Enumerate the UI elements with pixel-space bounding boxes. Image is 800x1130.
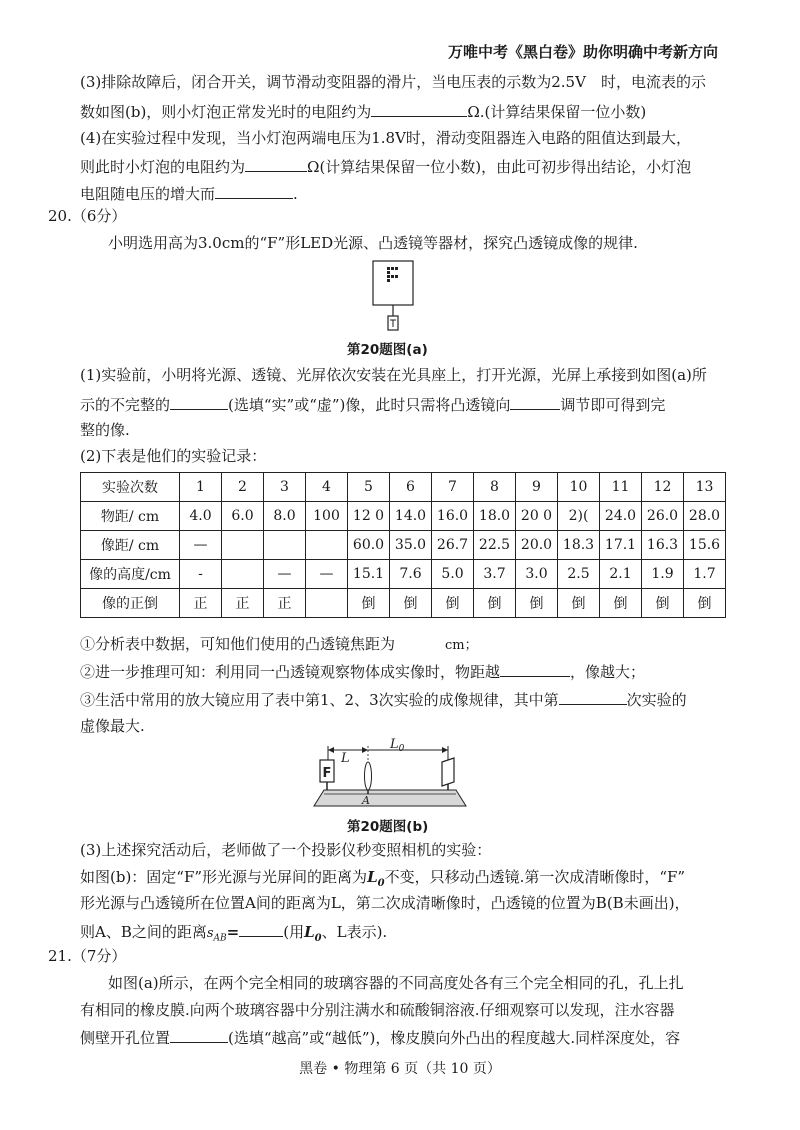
table-cell: [222, 531, 264, 560]
table-cell: 5: [348, 473, 390, 502]
table-cell: 倒: [684, 589, 726, 618]
q19-part4-line3: 电阻随电压的增大而 .: [80, 182, 298, 204]
table-cell: 11: [600, 473, 642, 502]
q19-part4-line2: 则此时小灯泡的电阻约为 Ω(计算结果保留一位小数)，由此可初步得出结论，小灯泡: [80, 155, 691, 177]
q20-part3-line3: 形光源与凸透镜所在位置A间的距离为L，第二次成清晰像时，凸透镜的位置为B(B未画出)，: [80, 894, 690, 912]
table-cell: 2)(: [558, 502, 600, 531]
answer-blank[interactable]: [371, 100, 467, 117]
table-cell: -: [180, 560, 222, 589]
table-cell: 5.0: [432, 560, 474, 589]
table-cell: 10: [558, 473, 600, 502]
table-cell: 7.6: [390, 560, 432, 589]
q20-sub2: ②进一步推理可知：利用同一凸透镜观察物体成实像时，物距越 ，像越大；: [80, 660, 645, 682]
table-row: [81, 531, 726, 560]
q20-part3-line1: (3)上述探究活动后，老师做了一个投影仪秒变照相机的实验：: [80, 841, 492, 859]
table-cell: 正: [264, 589, 306, 618]
table-cell: 倒: [558, 589, 600, 618]
table-cell: 28.0: [684, 502, 726, 531]
q20-part3-line2: 如图(b)：固定“F”形光源与光屏间的距离为$L_0$不变，只移动凸透镜.第一次成清晰像时，“F”: [80, 868, 686, 889]
table-cell: 4: [306, 473, 348, 502]
q20-intro: 小明选用高为3.0cm的“F”形LED光源、凸透镜等器材，探究凸透镜成像的规律.: [108, 234, 638, 252]
table-cell: 1.9: [642, 560, 684, 589]
q19-part3-line2: 数如图(b)，则小灯泡正常发光时的电阻约为 Ω.(计算结果保留一位小数): [80, 100, 646, 122]
experiment-record-table: [80, 472, 726, 618]
row-header-cell: 像的正倒: [81, 589, 180, 618]
table-cell: 12 0: [348, 502, 390, 531]
row-header-cell: 像的高度/cm: [81, 560, 180, 589]
table-cell: 20 0: [516, 502, 558, 531]
optical-bench-figure: [310, 734, 470, 812]
table-cell: [222, 560, 264, 589]
table-cell: 倒: [516, 589, 558, 618]
table-cell: 8: [474, 473, 516, 502]
q20-part1-line1: (1)实验前，小明将光源、透镜、光屏依次安装在光具座上，打开光源，光屏上承接到如图(a)所: [80, 366, 707, 384]
table-row: [81, 589, 726, 618]
table-row: [81, 560, 726, 589]
q21-line3: 侧壁开孔位置 (选填“越高”或“越低”)，橡皮膜向外凸出的程度越大.同样深度处，容: [80, 1026, 680, 1048]
table-cell: 2.1: [600, 560, 642, 589]
page-header: 万唯中考《黑白卷》助你明确中考新方向: [447, 43, 718, 61]
table-cell: 1.7: [684, 560, 726, 589]
row-header-cell: 物距/ cm: [81, 502, 180, 531]
q19-part4-line1: (4)在实验过程中发现，当小灯泡两端电压为1.8V时，滑动变阻器连入电路的阻值达到最大，: [80, 129, 691, 147]
table-cell: 4.0: [180, 502, 222, 531]
table-cell: —: [306, 560, 348, 589]
q20-part1-line3: 整的像.: [80, 421, 130, 439]
table-cell: —: [264, 560, 306, 589]
table-cell: 8.0: [264, 502, 306, 531]
table-cell: 18.3: [558, 531, 600, 560]
table-cell: 15.6: [684, 531, 726, 560]
table-cell: 26.0: [642, 502, 684, 531]
table-cell: 3: [264, 473, 306, 502]
row-header-cell: 像距/ cm: [81, 531, 180, 560]
q21-line2: 有相同的橡皮膜.向两个玻璃容器中分别注满水和硫酸铜溶液.仔细观察可以发现，注水容器: [80, 1001, 675, 1019]
table-cell: 3.0: [516, 560, 558, 589]
table-cell: 倒: [390, 589, 432, 618]
answer-blank[interactable]: [395, 633, 445, 649]
position-A-label: A: [362, 794, 370, 807]
q21-line1: 如图(a)所示，在两个完全相同的玻璃容器的不同高度处各有三个完全相同的孔，孔上扎: [108, 974, 684, 992]
page-footer: 黑卷 • 物理第 6 页（共 10 页）: [299, 1061, 501, 1077]
table-cell: 24.0: [600, 502, 642, 531]
table-cell: 倒: [474, 589, 516, 618]
led-light-source-figure: [368, 258, 418, 336]
answer-blank[interactable]: [239, 920, 283, 937]
table-row: [81, 502, 726, 531]
answer-blank[interactable]: [559, 688, 627, 705]
distance-L0-label: $L_0$: [390, 737, 405, 754]
q20-part2-intro: (2)下表是他们的实验记录：: [80, 447, 267, 465]
table-cell: 2: [222, 473, 264, 502]
q19-part3-line1: (3)排除故障后，闭合开关，调节滑动变阻器的滑片，当电压表的示数为2.5V 时，电流表的示: [80, 73, 706, 91]
table-cell: 18.0: [474, 502, 516, 531]
table-cell: 正: [222, 589, 264, 618]
q20-sub3-line2: 虚像最大.: [80, 717, 145, 735]
figure-caption-a: 第20题图(a): [347, 342, 428, 358]
table-cell: 1: [180, 473, 222, 502]
table-cell: [306, 531, 348, 560]
table-cell: 12: [642, 473, 684, 502]
table-cell: 9: [516, 473, 558, 502]
answer-blank[interactable]: [245, 155, 307, 172]
table-cell: 15.1: [348, 560, 390, 589]
q20-sub1: ①分析表中数据，可知他们使用的凸透镜焦距为 cm；: [80, 635, 478, 653]
F-source-label: F: [322, 766, 332, 781]
table-cell: 倒: [348, 589, 390, 618]
table-cell: 22.5: [474, 531, 516, 560]
q20-part3-line4: 则A、B之间的距离$s_{AB}=$ (用$L_0$、L表示).: [80, 920, 387, 949]
q20-sub3-line1: ③生活中常用的放大镜应用了表中第1、2、3次实验的成像规律，其中第 次实验的: [80, 688, 687, 710]
table-cell: 倒: [642, 589, 684, 618]
table-cell: 14.0: [390, 502, 432, 531]
table-cell: 35.0: [390, 531, 432, 560]
table-cell: 2.5: [558, 560, 600, 589]
q21-heading: 21.（7分）: [48, 947, 127, 965]
table-cell: 倒: [432, 589, 474, 618]
table-cell: 倒: [600, 589, 642, 618]
row-header-cell: 实验次数: [81, 473, 180, 502]
table-cell: 6: [390, 473, 432, 502]
table-cell: 13: [684, 473, 726, 502]
table-row: [81, 473, 726, 502]
table-cell: 60.0: [348, 531, 390, 560]
distance-L-label: L: [341, 751, 350, 766]
figure-caption-b: 第20题图(b): [347, 819, 429, 835]
q20-part1-line2: 示的不完整的 (选填“实”或“虚”)像，此时只需将凸透镜向 调节即可得到完: [80, 393, 665, 415]
table-cell: 100: [306, 502, 348, 531]
table-cell: [306, 589, 348, 618]
table-cell: 17.1: [600, 531, 642, 560]
table-cell: 6.0: [222, 502, 264, 531]
table-cell: [264, 531, 306, 560]
table-cell: 16.3: [642, 531, 684, 560]
answer-blank[interactable]: [170, 1026, 228, 1043]
table-cell: —: [180, 531, 222, 560]
table-cell: 3.7: [474, 560, 516, 589]
table-cell: 7: [432, 473, 474, 502]
answer-blank[interactable]: [500, 660, 570, 677]
table-cell: 正: [180, 589, 222, 618]
answer-blank[interactable]: [170, 393, 228, 410]
table-cell: 16.0: [432, 502, 474, 531]
table-cell: 26.7: [432, 531, 474, 560]
answer-blank[interactable]: [510, 393, 560, 410]
q20-heading: 20.（6分）: [48, 207, 127, 225]
answer-blank[interactable]: [215, 182, 293, 199]
table-cell: 20.0: [516, 531, 558, 560]
